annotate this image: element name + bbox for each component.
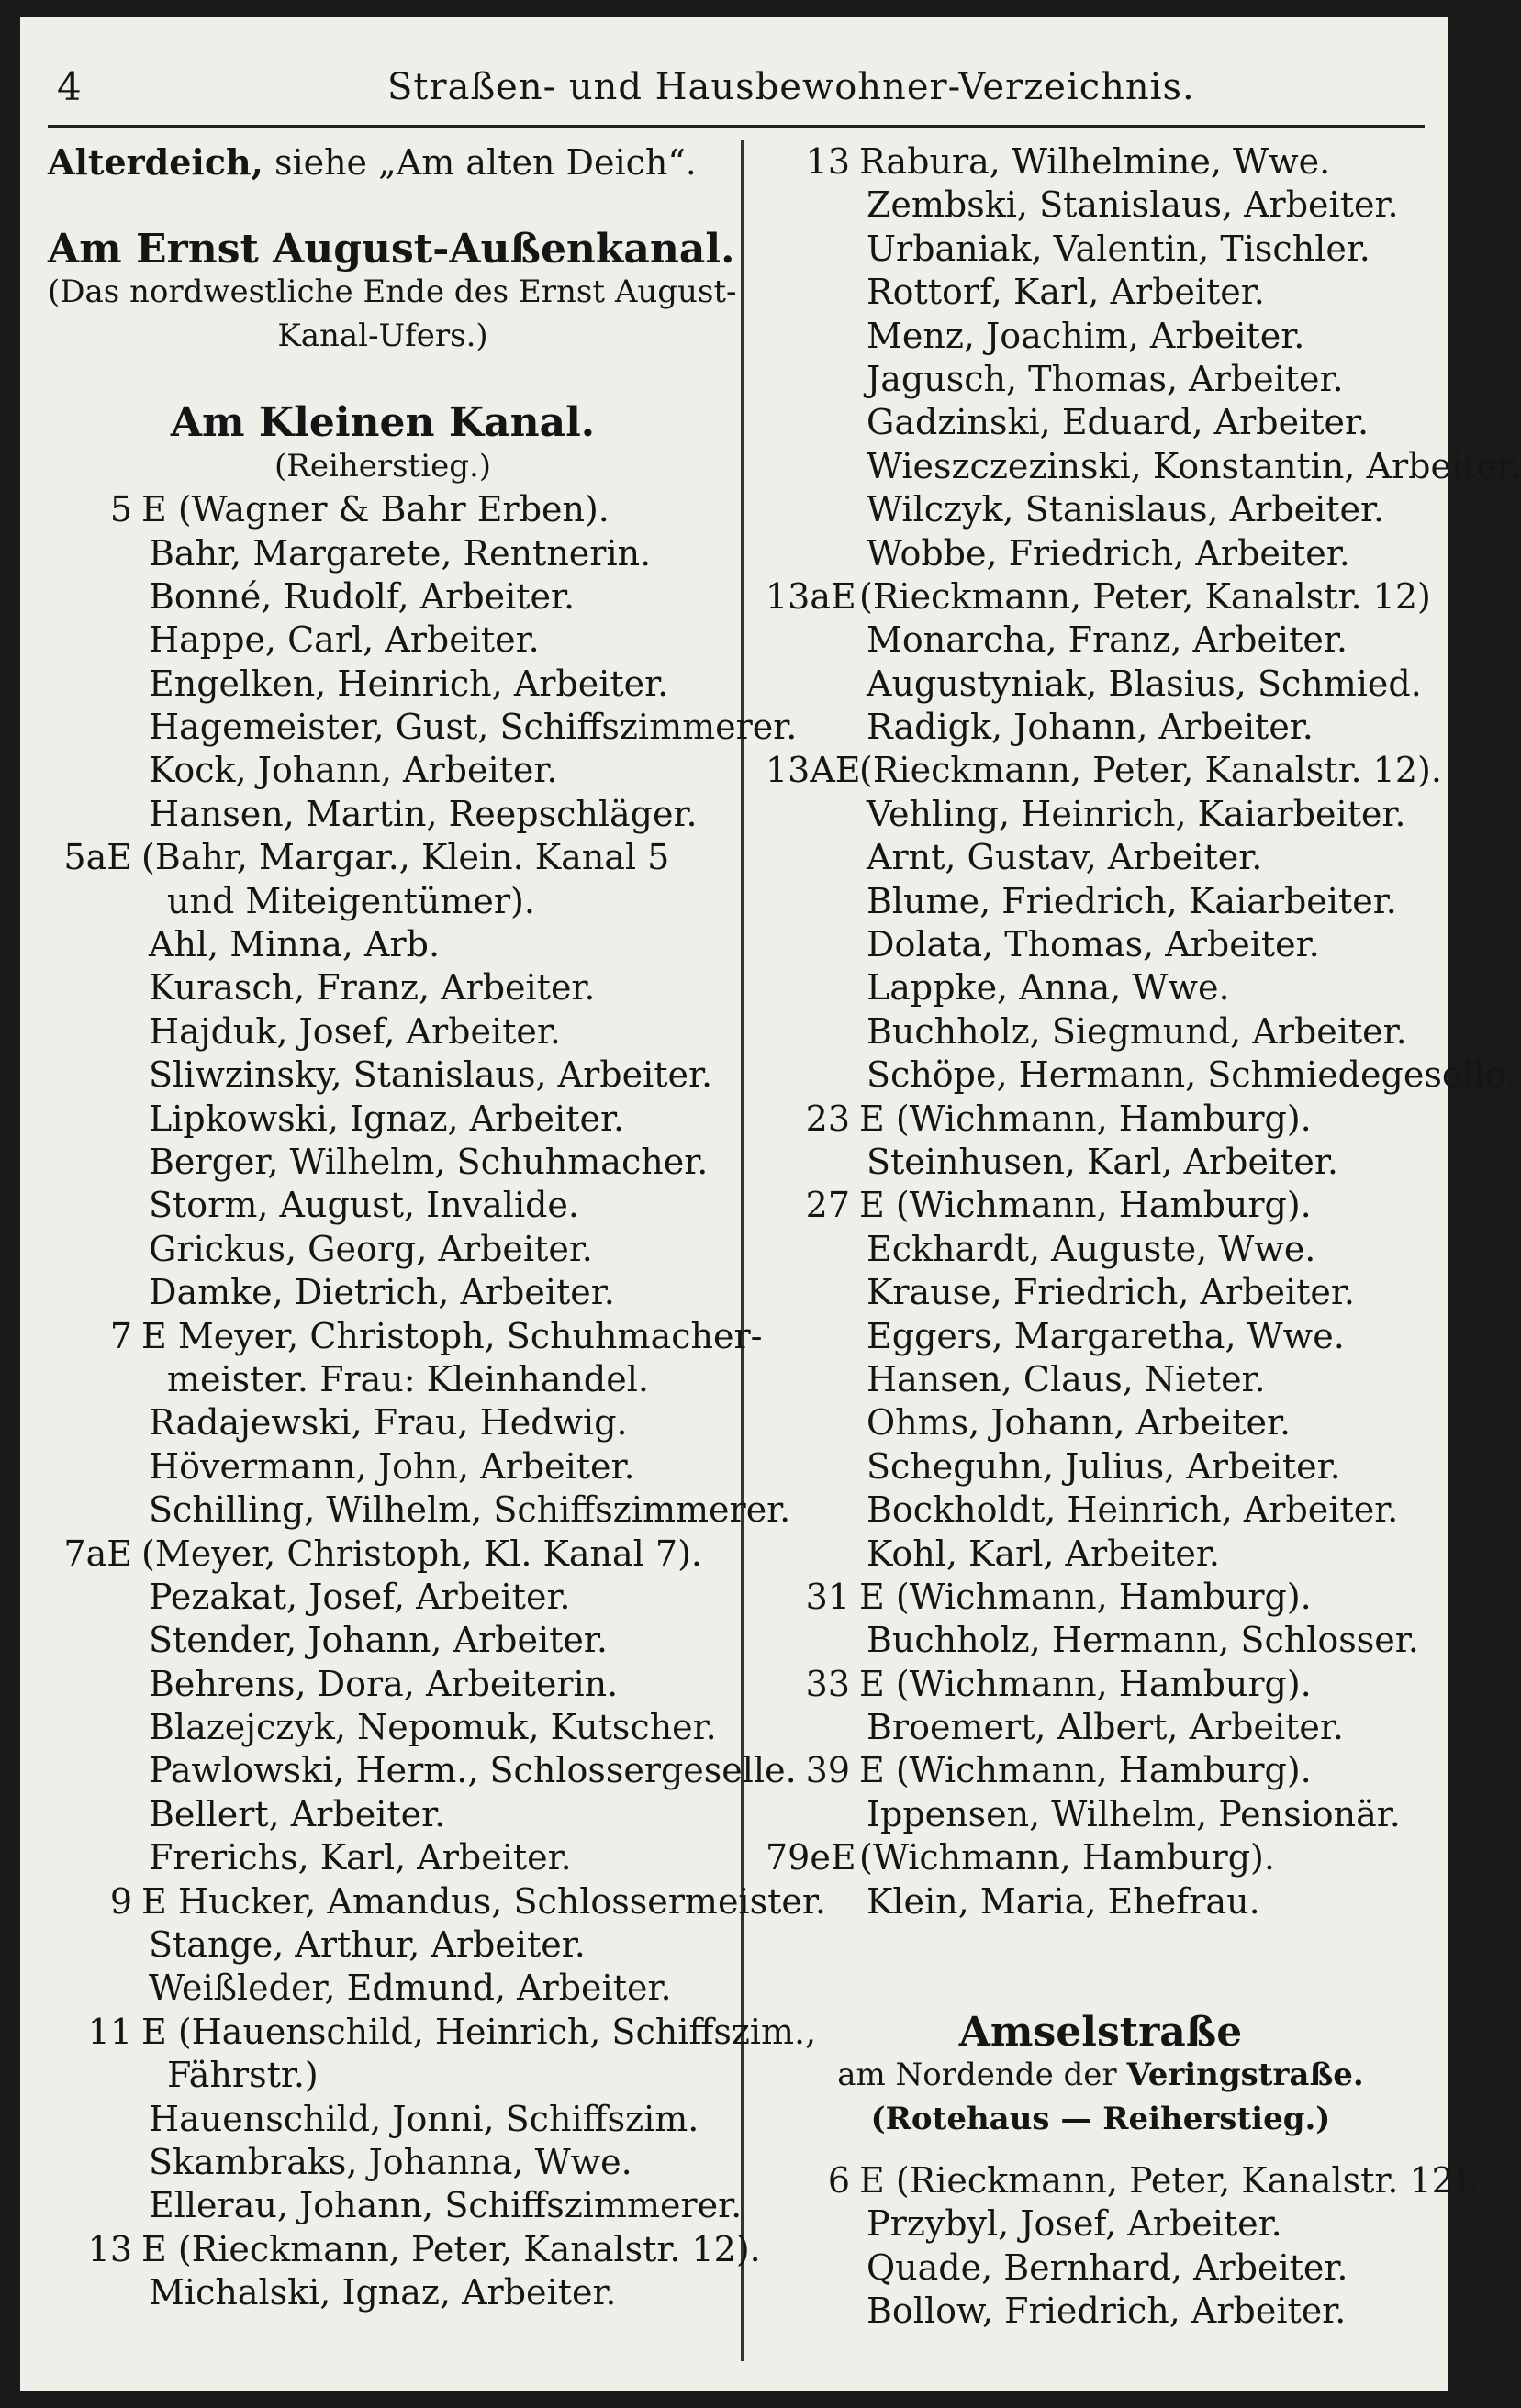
continuation-line: und Miteigentümer). [167,880,535,921]
resident-entry: Quade, Bernhard, Arbeiter. [867,2246,1348,2288]
section-note: (Rotehaus — Reiherstieg.) [870,2100,1331,2137]
house-entry [48,836,718,879]
alterdeich-ref: siehe „Am alten Deich“. [263,142,697,183]
resident-entry: Bahr, Margarete, Rentnerin. [149,532,652,574]
resident-entry: Rottorf, Karl, Arbeiter. [867,272,1265,313]
resident-entry: Jagusch, Thomas, Arbeiter. [867,358,1344,399]
resident-entry: Hansen, Claus, Nieter. [867,1358,1266,1399]
house-entry [766,1663,1436,1706]
house-number: 5 [109,489,132,530]
resident-entry: Radajewski, Frau, Hedwig. [149,1402,628,1444]
house-entry [48,1315,763,1358]
resident-entry: Buchholz, Hermann, Schlosser. [867,1620,1419,1661]
house-number: 23 [805,1098,850,1139]
resident-entry: Happe, Carl, Arbeiter. [149,619,540,661]
resident-entry: Bollow, Friedrich, Arbeiter. [867,2291,1347,2332]
entry-text: (Wichmann, Hamburg). [859,1837,1275,1878]
resident-entry: Bellert, Arbeiter. [149,1793,446,1834]
resident-entry: Behrens, Dora, Arbeiterin. [149,1663,619,1704]
resident-entry: Blazejczyk, Nepomuk, Kutscher. [149,1707,717,1748]
resident-entry: Urbaniak, Valentin, Tischler. [867,228,1370,269]
entry-text: E (Hauenschild, Heinrich, Schiffszim., [141,2011,817,2052]
resident-entry: Lipkowski, Ignaz, Arbeiter. [149,1098,625,1139]
resident-entry: Scheguhn, Julius, Arbeiter. [867,1445,1341,1487]
street-reference: Veringstraße. [1126,2057,1364,2094]
resident-entry: Hövermann, John, Arbeiter. [149,1445,635,1487]
house-number: 31 [805,1576,850,1617]
resident-entry: Ippensen, Wilhelm, Pensionär. [867,1793,1401,1834]
section-subtitle: am Nordende der Veringstraße. [837,2057,1364,2094]
resident-entry: Sliwzinsky, Stanislaus, Arbeiter. [149,1054,713,1096]
house-number: 33 [805,1663,850,1704]
entry-text: E Meyer, Christoph, Schuhmacher- [141,1315,763,1356]
resident-entry: Arnt, Gustav, Arbeiter. [867,837,1263,878]
house-number: 27 [805,1185,850,1226]
house-number: 13 [805,141,850,182]
entry-text: E (Wichmann, Hamburg). [859,1576,1312,1617]
entry-text: E (Wichmann, Hamburg). [859,1098,1312,1139]
entry-text: (Rieckmann, Peter, Kanalstr. 12). [859,750,1442,791]
resident-entry: Skambraks, Johanna, Wwe. [149,2141,632,2182]
resident-entry: Ohms, Johann, Arbeiter. [867,1402,1292,1444]
house-number: 9 [109,1880,132,1922]
house-number: 39 [805,1750,850,1791]
resident-entry: Eggers, Margaretha, Wwe. [867,1315,1345,1356]
resident-entry: Damke, Dietrich, Arbeiter. [149,1272,615,1313]
resident-entry: Wilczyk, Stanislaus, Arbeiter. [867,489,1385,530]
entry-text: (Rieckmann, Peter, Kanalstr. 12) [859,575,1431,617]
resident-entry: Monarcha, Franz, Arbeiter. [867,619,1348,661]
house-entry [48,1880,826,1923]
entry-text: (Meyer, Christoph, Kl. Kanal 7). [141,1533,702,1574]
resident-entry: Wobbe, Friedrich, Arbeiter. [867,532,1350,574]
resident-entry: Gadzinski, Eduard, Arbeiter. [867,402,1370,443]
resident-entry: Krause, Friedrich, Arbeiter. [867,1272,1355,1313]
right-entry-list-2 [766,2159,1479,2334]
resident-entry: Eckhardt, Auguste, Wwe. [867,1228,1316,1269]
resident-entry: Schöpe, Hermann, Schmiedegeselle. [867,1054,1517,1096]
entry-text: E Hucker, Amandus, Schlossermeister. [141,1880,826,1922]
alterdeich-name: Alterdeich, [48,141,263,183]
house-entry [766,575,1436,619]
entry-text: E (Rieckmann, Peter, Kanalstr. 12). [141,2228,761,2269]
house-entry [766,1098,1436,1141]
section-title-kleinen-kanal: Am Kleinen Kanal. [170,399,596,447]
resident-entry: Storm, August, Invalide. [149,1185,579,1226]
house-number: 13 [87,2228,132,2269]
entry-text: E (Wichmann, Hamburg). [859,1663,1312,1704]
directory-page [20,17,1521,2391]
resident-entry: Hajduk, Josef, Arbeiter. [149,1010,561,1052]
resident-entry: Klein, Maria, Ehefrau. [867,1880,1260,1922]
entry-text: (Bahr, Margar., Klein. Kanal 5 [141,837,670,878]
entry-text: E (Rieckmann, Peter, Kanalstr. 12). [859,2159,1479,2201]
resident-entry: Blume, Friedrich, Kaiarbeiter. [867,880,1397,921]
resident-entry: Frerichs, Karl, Arbeiter. [149,1837,572,1878]
house-entry [766,2159,1479,2202]
house-entry [766,1184,1436,1227]
resident-entry: Lappke, Anna, Wwe. [867,967,1230,1009]
entry-text: E (Wichmann, Hamburg). [859,1750,1312,1791]
resident-entry: Kohl, Karl, Arbeiter. [867,1533,1220,1574]
right-entry-list [766,140,1521,1923]
resident-entry: Kurasch, Franz, Arbeiter. [149,967,596,1009]
page-number: 4 [57,64,82,109]
resident-entry: Menz, Joachim, Arbeiter. [867,315,1305,356]
section-subtitle: (Reiherstieg.) [274,447,492,485]
resident-entry: Michalski, Ignaz, Arbeiter. [149,2272,617,2313]
resident-entry: Kock, Johann, Arbeiter. [149,750,558,791]
resident-entry: Buchholz, Siegmund, Arbeiter. [867,1010,1407,1052]
resident-entry: Wieszczezinski, Konstantin, Arbeiter. [867,445,1521,486]
house-entry [766,140,1436,184]
resident-entry: Przybyl, Josef, Arbeiter. [867,2203,1282,2245]
house-number: 6 [827,2159,850,2201]
house-number: 11 [87,2011,132,2052]
house-entry [766,1576,1436,1619]
section-title-amselstrasse: Amselstraße [958,2008,1243,2056]
entry-text: E (Wagner & Bahr Erben). [141,489,610,530]
resident-entry: Berger, Wilhelm, Schuhmacher. [149,1141,709,1182]
house-number: 7 [109,1315,132,1356]
resident-entry: Augustyniak, Blasius, Schmied. [867,663,1422,704]
resident-entry: Zembski, Stanislaus, Arbeiter. [867,184,1399,226]
resident-entry: Radigk, Johann, Arbeiter. [867,707,1314,748]
resident-entry: Pezakat, Josef, Arbeiter. [149,1576,571,1617]
entry-text: Rabura, Wilhelmine, Wwe. [859,141,1331,182]
resident-entry: Stange, Arthur, Arbeiter. [149,1924,586,1966]
resident-entry: Bockholdt, Heinrich, Arbeiter. [867,1489,1399,1531]
resident-entry: Schilling, Wilhelm, Schiffszimmerer. [149,1489,791,1531]
house-entry [48,488,718,531]
house-number: 5aE [63,837,132,878]
house-entry [766,1749,1436,1792]
resident-entry: Hauenschild, Jonni, Schiffszim. [149,2098,699,2139]
resident-entry: Weißleder, Edmund, Arbeiter. [149,1968,672,2009]
house-entry [766,749,1442,792]
right-column [766,140,1521,2334]
house-entry [766,1836,1436,1879]
resident-entry: Engelken, Heinrich, Arbeiter. [149,663,669,704]
resident-entry: Pawlowski, Herm., Schlossergeselle. [149,1750,797,1791]
entry-text: E (Wichmann, Hamburg). [859,1185,1312,1226]
alterdeich-entry [48,140,718,184]
header-rule [48,125,1425,128]
resident-entry: Ellerau, Johann, Schiffszimmerer. [149,2185,743,2226]
house-number: 13AE [766,750,861,791]
resident-entry: Steinhusen, Karl, Arbeiter. [867,1141,1338,1182]
house-entry [48,2228,761,2271]
continuation-line: meister. Frau: Kleinhandel. [167,1358,649,1399]
section-note: Kanal-Ufers.) [277,317,488,354]
resident-entry: Dolata, Thomas, Arbeiter. [867,924,1320,965]
house-entry [48,1533,718,1576]
resident-entry: Stender, Johann, Arbeiter. [149,1620,608,1661]
running-title: Straßen- und Hausbewohner-Verzeichnis. [387,66,1195,108]
resident-entry: Hansen, Martin, Reepschläger. [149,793,698,834]
resident-entry: Vehling, Heinrich, Kaiarbeiter. [867,793,1406,834]
house-number: 13aE [766,575,856,617]
resident-entry: Hagemeister, Gust, Schiffszimmerer. [149,707,798,748]
resident-entry: Bonné, Rudolf, Arbeiter. [149,575,576,617]
house-number: 7aE [63,1533,132,1574]
resident-entry: Broemert, Albert, Arbeiter. [867,1707,1344,1748]
page-header [20,64,1448,119]
house-entry [48,2011,817,2054]
house-number: 79eE [766,1837,856,1878]
continuation-line: Fährstr.) [167,2055,319,2096]
resident-entry: Ahl, Minna, Arb. [149,924,441,965]
section-title-ernst-august: Am Ernst August-Außenkanal. [48,225,735,273]
resident-entry: Grickus, Georg, Arbeiter. [149,1228,593,1269]
section-note: (Das nordwestliche Ende des Ernst August- [48,273,737,311]
